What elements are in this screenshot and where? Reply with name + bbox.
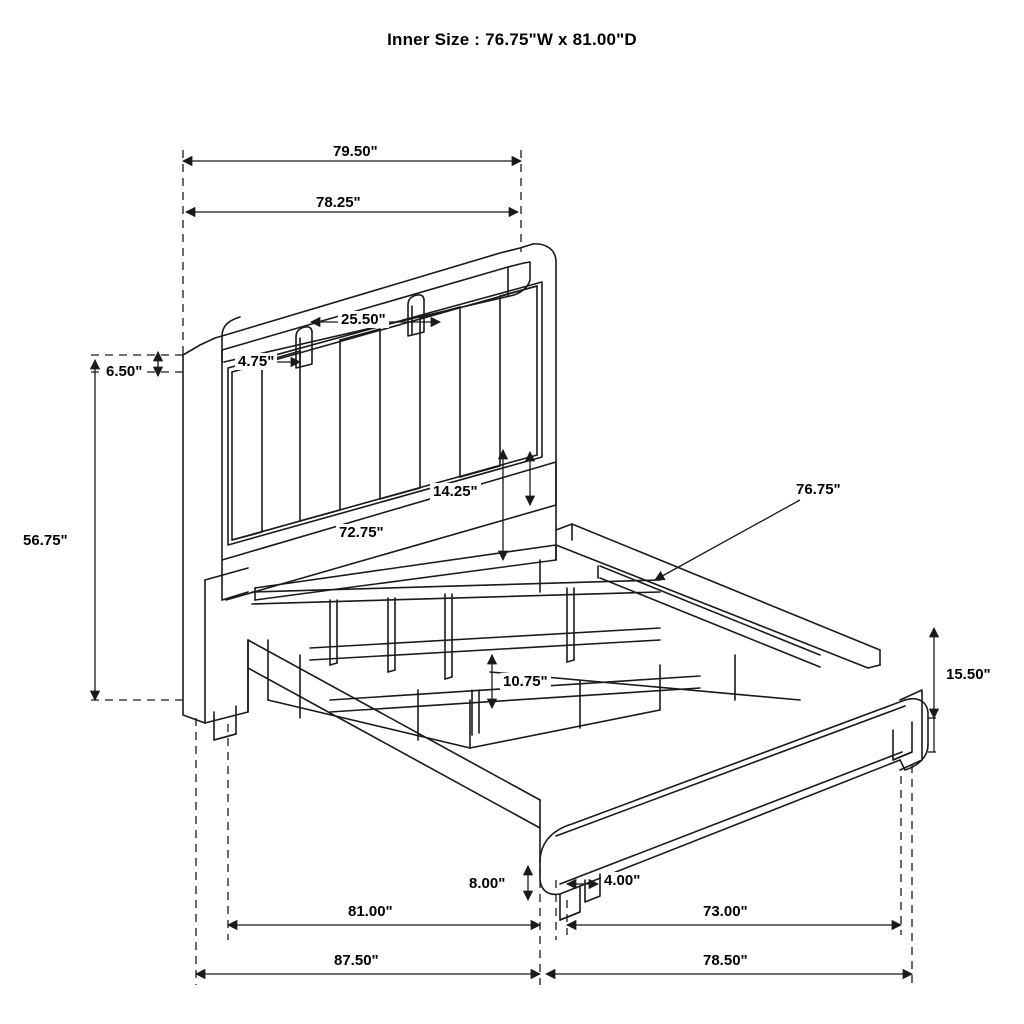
page-title: Inner Size : 76.75"W x 81.00"D xyxy=(387,30,637,49)
dim-overall-footboard-width: 78.50" xyxy=(700,952,751,969)
dim-shelf-opening-height: 4.75" xyxy=(235,353,277,370)
dim-footboard-side-depth: 76.75" xyxy=(793,481,844,498)
dim-footboard-inner-width: 73.00" xyxy=(700,903,751,920)
dim-leg-offset: 4.00" xyxy=(601,872,643,889)
dim-inner-depth: 81.00" xyxy=(345,903,396,920)
dim-headboard-width: 78.25" xyxy=(313,194,364,211)
dim-footboard-height: 15.50" xyxy=(943,666,994,683)
dim-shelf-section-width: 25.50" xyxy=(338,311,389,328)
dim-overall-width-top: 79.50" xyxy=(330,143,381,160)
dim-wing-height: 6.50" xyxy=(103,363,145,380)
dim-rail-to-deck-height: 14.25" xyxy=(430,483,481,500)
dim-slat-clearance-height: 10.75" xyxy=(500,673,551,690)
dim-leg-height: 8.00" xyxy=(466,875,508,892)
dim-inner-width: 72.75" xyxy=(336,524,387,541)
dim-headboard-total-height: 56.75" xyxy=(20,532,71,549)
dim-overall-depth: 87.50" xyxy=(331,952,382,969)
